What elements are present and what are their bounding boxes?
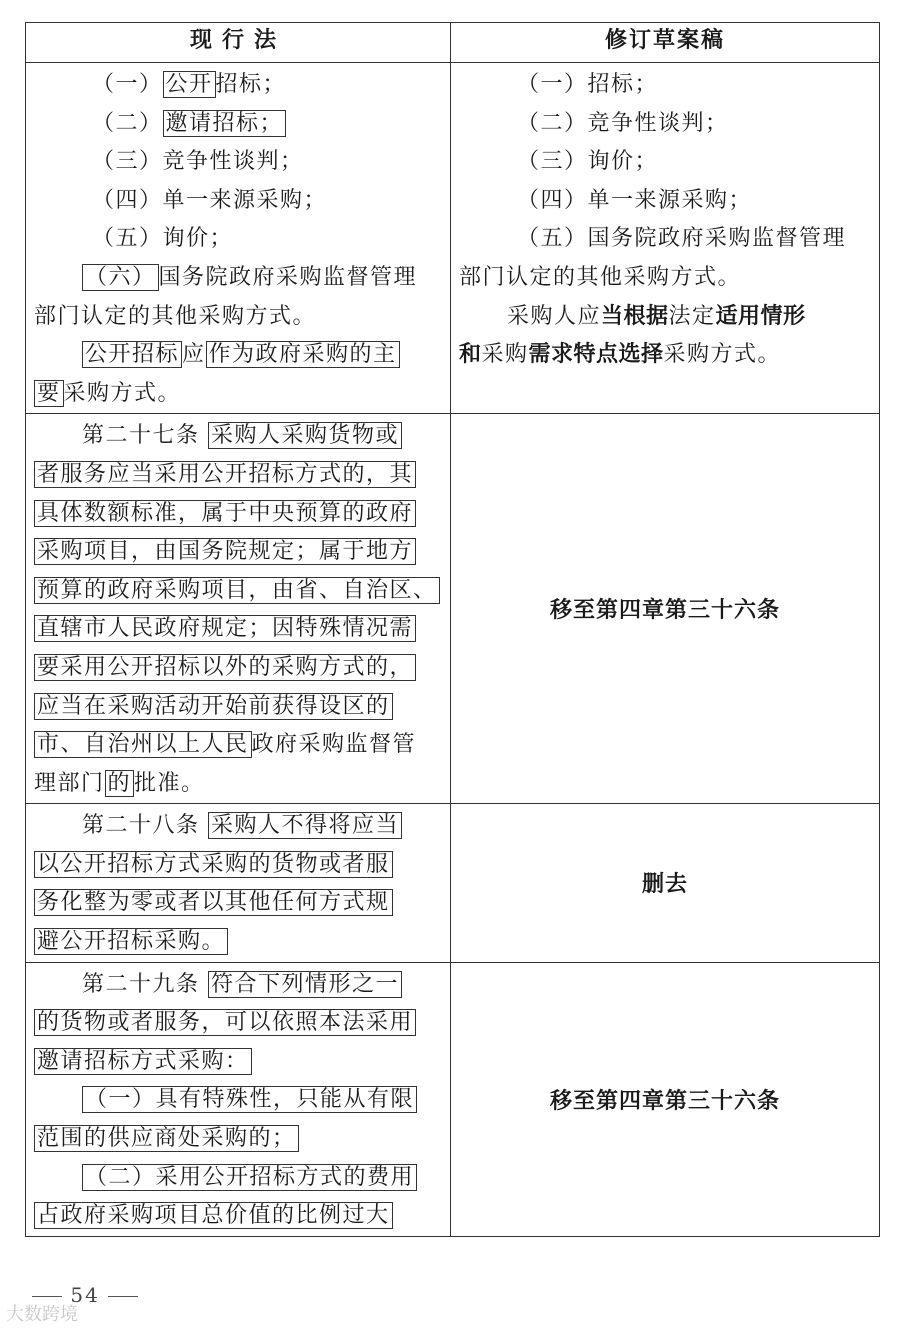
draft-revision-cell: （一）招标； （二）竞争性谈判； （三）询价； （四）单一来源采购； （五）国务院政府采购监督管理 部门认定的其他采购方式。 采购人应当根据法定适用情形 和采购需求特点选择采购方式。: [451, 63, 880, 414]
header-current-law: 现行法: [26, 23, 451, 63]
header-draft-revision: 修订草案稿: [451, 23, 880, 63]
current-law-cell: （一） 公开 招标； （二） 邀请招标； （三）竞争性谈判； （四）单一来源采购； （五）询价； （六） 国务院政府采购监督管理 部门认定的其他采购方式。 公开招标 应 作为政府采购的主 要 采购方式。: [26, 63, 451, 414]
article-number: 第二十八条: [82, 813, 200, 839]
table-row: [26, 63, 880, 414]
current-law-cell: 第二十七条 采购人采购货物或 者服务应当采用公开招标方式的，其 具体数额标准，属于中央预算的政府 采购项目，由国务院规定；属于地方 预算的政府采购项目，由省、自治区、 直辖市人民政府规定；因特殊情况需 要采用公开招标以外的采购方式的， 应当在采购活动开始前获得设区的 市、自治州以上人民 政府采购监督管 理部门 的 批准。: [26, 414, 451, 804]
table-row: [26, 804, 880, 962]
current-law-cell: 第二十九条 符合下列情形之一 的货物或者服务，可以依照本法采用 邀请招标方式采购： （一）具有特殊性，只能从有限 范围的供应商处采购的； （二）采用公开招标方式的费用 占政府采购项目总价值的比例过大: [26, 962, 451, 1236]
comparison-table: [25, 22, 880, 1237]
draft-revision-cell: 移至第四章第三十六条: [451, 962, 880, 1236]
current-law-cell: 第二十八条 采购人不得将应当 以公开招标方式采购的货物或者服 务化整为零或者以其他任何方式规 避公开招标采购。: [26, 804, 451, 962]
table-row: [26, 962, 880, 1236]
draft-revision-cell: 移至第四章第三十六条: [451, 414, 880, 804]
table-row: [26, 414, 880, 804]
footer-dash: [108, 1296, 138, 1297]
footer-dash: [32, 1296, 62, 1297]
watermark-logo: 大数跨境: [6, 1304, 78, 1325]
table-header-row: [26, 23, 880, 63]
article-number: 第二十七条: [82, 423, 200, 449]
article-number: 第二十九条: [82, 971, 200, 997]
page-number: 54: [70, 1283, 100, 1307]
draft-revision-cell: 删去: [451, 804, 880, 962]
